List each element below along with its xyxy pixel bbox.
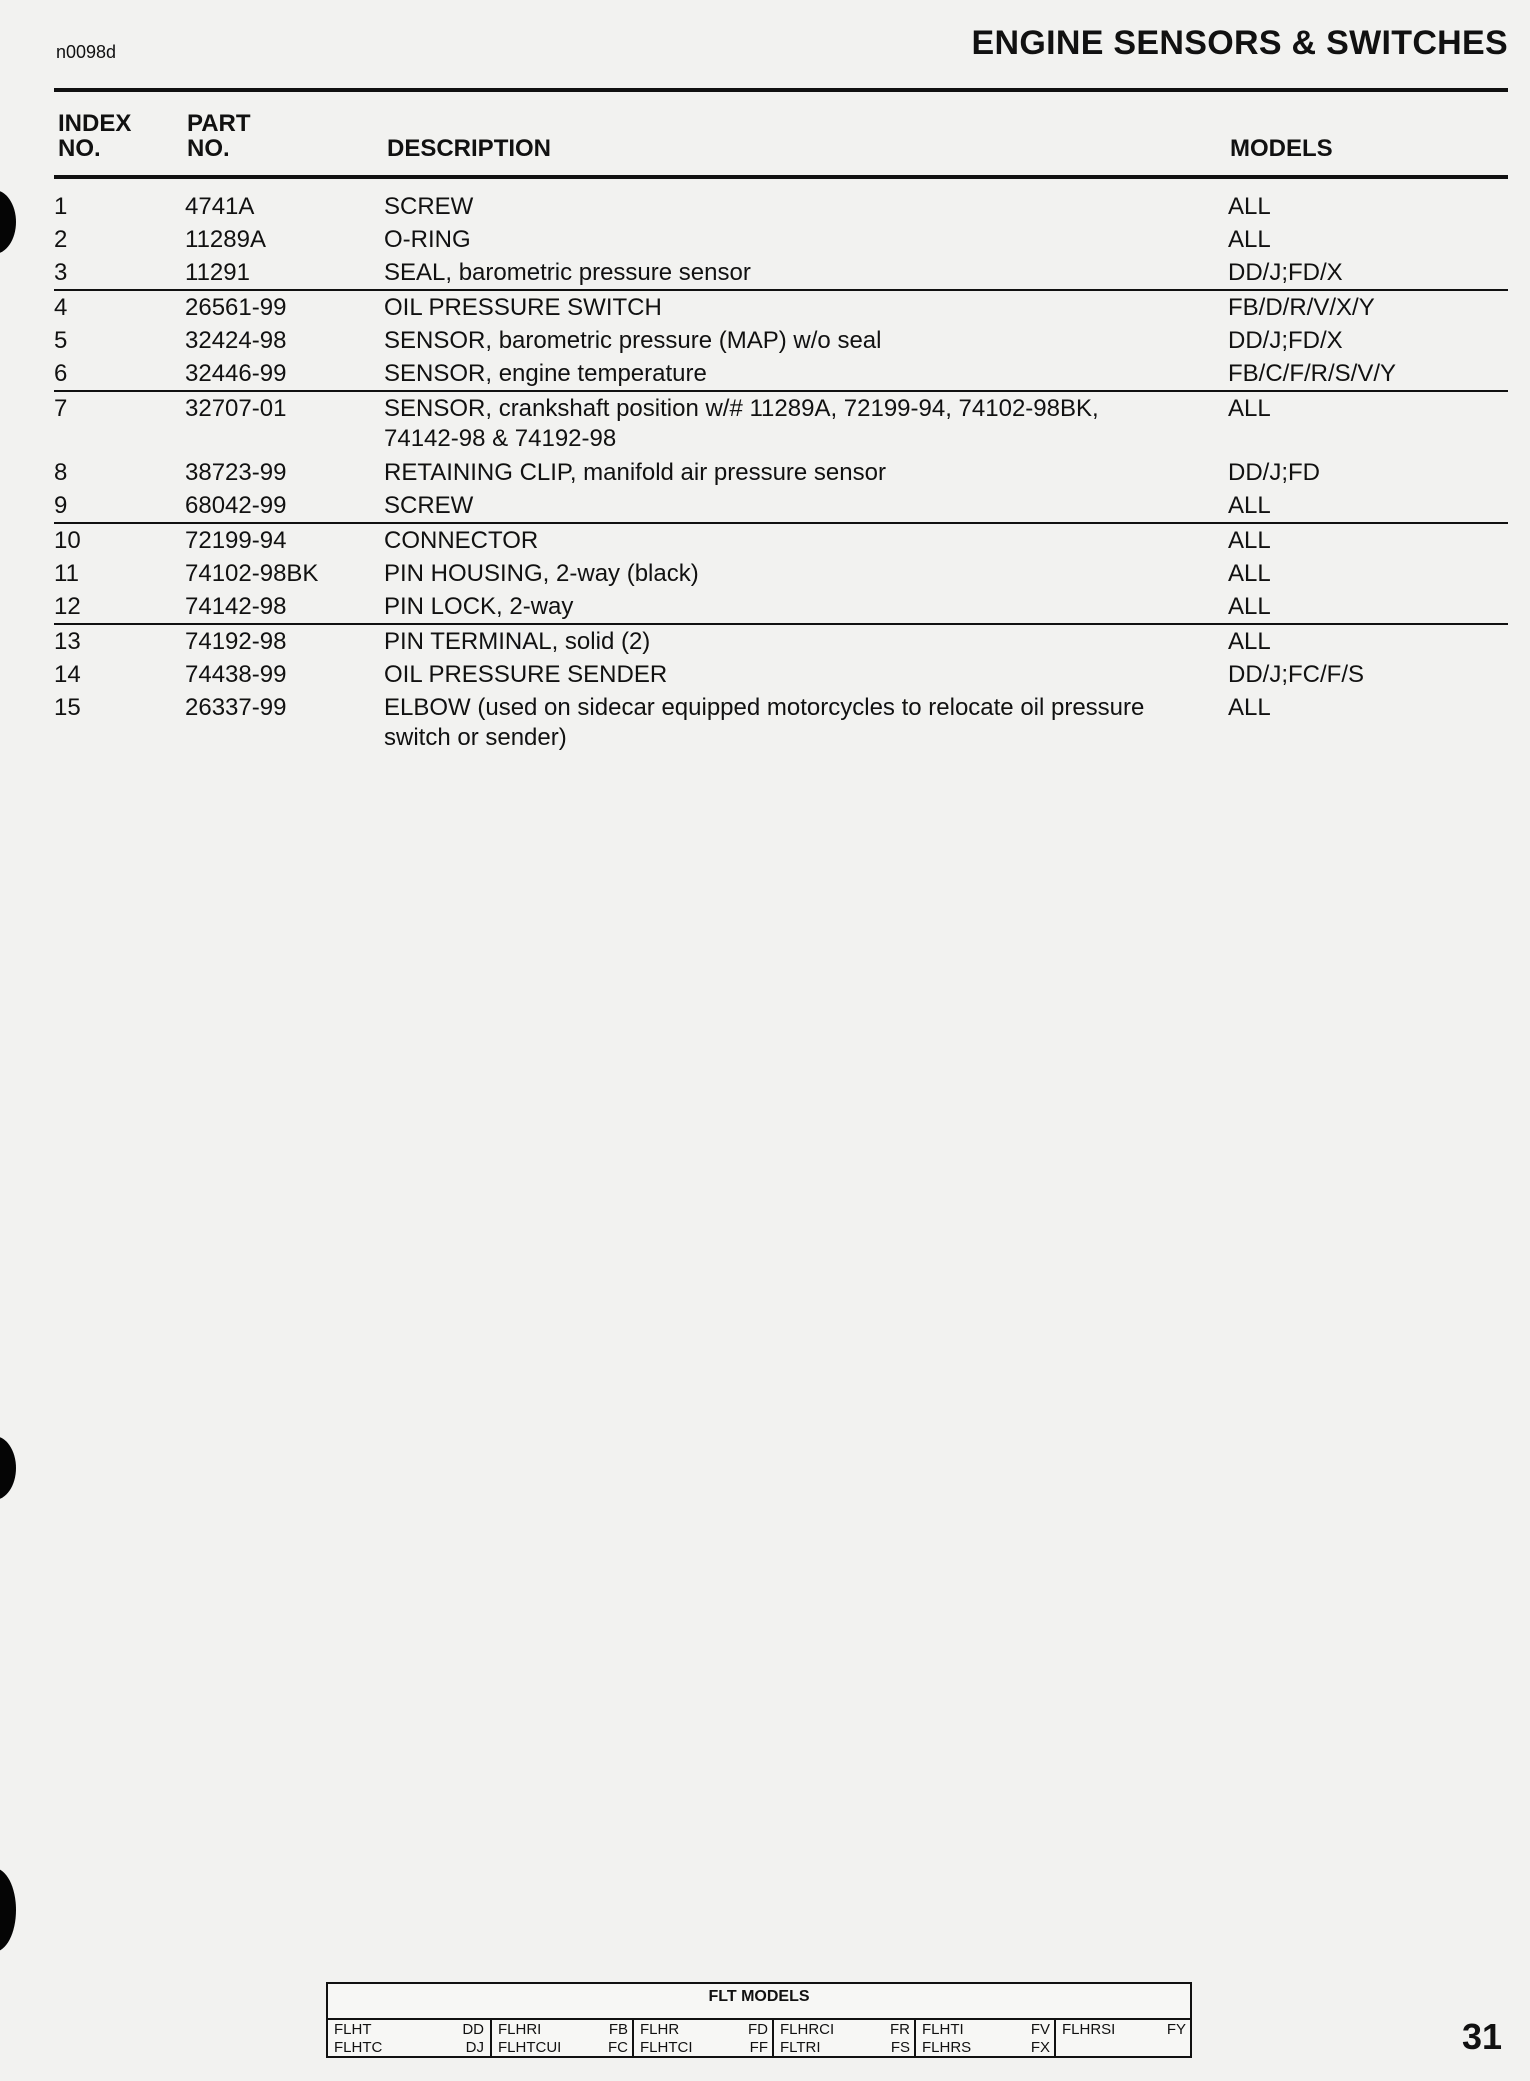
models-cell: ALL [1228, 560, 1271, 587]
table-row [54, 623, 1508, 658]
index-cell: 8 [54, 459, 68, 486]
model-code: FF [749, 2039, 768, 2056]
description-cell: SENSOR, crankshaft position w/# 11289A, 72199-94, 74102-98BK, 74142-98 & 74192-98 [384, 395, 1099, 452]
description-cell: RETAINING CLIP, manifold air pressure sensor [384, 459, 886, 486]
document-code: n0098d [56, 42, 117, 62]
part-cell: 74192-98 [185, 628, 287, 655]
section-title: ENGINE SENSORS & SWITCHES [971, 24, 1508, 62]
flt-models-title: FLT MODELS [708, 1988, 810, 2005]
models-cell: DD/J;FD [1228, 459, 1320, 486]
table-row [54, 289, 1508, 324]
models-cell: ALL [1228, 226, 1271, 253]
part-cell: 26337-99 [185, 694, 287, 721]
part-cell: 4741A [185, 193, 255, 220]
models-cell: DD/J;FD/X [1228, 327, 1343, 354]
parts-table [54, 190, 1508, 755]
table-row [54, 522, 1508, 557]
description-cell: SEAL, barometric pressure sensor [384, 259, 751, 286]
header-models: MODELS [1230, 135, 1333, 162]
model-name: FLTRI [780, 2039, 821, 2056]
table-row [54, 190, 1508, 223]
index-cell: 10 [54, 527, 81, 554]
models-cell: ALL [1228, 492, 1271, 519]
models-cell: ALL [1228, 593, 1271, 620]
model-name: FLHRS [922, 2039, 972, 2056]
description-cell: O-RING [384, 226, 471, 253]
model-code: FY [1166, 2021, 1186, 2038]
part-cell: 32707-01 [185, 395, 287, 422]
binder-hole [0, 1868, 16, 1952]
table-row [54, 489, 1508, 522]
model-name: FLHR [640, 2021, 680, 2038]
part-cell: 32424-98 [185, 327, 287, 354]
index-cell: 2 [54, 226, 68, 253]
model-code: FD [748, 2021, 768, 2038]
table-row [54, 691, 1508, 755]
description-cell: PIN LOCK, 2-way [384, 593, 574, 620]
table-row [54, 223, 1508, 256]
index-cell: 15 [54, 694, 81, 721]
index-cell: 12 [54, 593, 81, 620]
index-cell: 1 [54, 193, 68, 220]
model-code: FC [608, 2039, 628, 2056]
models-cell: FB/C/F/R/S/V/Y [1228, 360, 1397, 387]
part-cell: 72199-94 [185, 527, 287, 554]
table-row [54, 590, 1508, 623]
description-cell: SCREW [384, 193, 474, 220]
table-row [54, 557, 1508, 590]
models-cell: ALL [1228, 527, 1271, 554]
binder-hole [0, 1436, 16, 1500]
index-cell: 6 [54, 360, 68, 387]
description-cell: SENSOR, engine temperature [384, 360, 707, 387]
index-cell: 14 [54, 661, 81, 688]
table-row [54, 390, 1508, 456]
models-cell: ALL [1228, 193, 1271, 220]
index-cell: 13 [54, 628, 81, 655]
model-code: FR [890, 2021, 910, 2038]
description-cell: OIL PRESSURE SWITCH [384, 294, 662, 321]
description-cell: ELBOW (used on sidecar equipped motorcycles to relocate oil pressure switch or sender) [384, 694, 1145, 751]
part-cell: 11289A [185, 226, 266, 253]
models-cell: ALL [1228, 694, 1271, 721]
part-cell: 68042-99 [185, 492, 287, 519]
legend-group [914, 2020, 1056, 2056]
legend-group [632, 2020, 774, 2056]
part-cell: 74142-98 [185, 593, 287, 620]
model-name: FLHT [334, 2021, 372, 2038]
model-name: FLHRI [498, 2021, 542, 2038]
page-number: 31 [1461, 2016, 1502, 2057]
model-code: DJ [465, 2039, 484, 2056]
models-cell: ALL [1228, 395, 1271, 422]
index-cell: 11 [54, 560, 79, 587]
models-cell: DD/J;FC/F/S [1228, 661, 1364, 688]
binder-hole [0, 190, 16, 254]
model-code: FB [608, 2021, 628, 2038]
model-name: FLHRCI [780, 2021, 835, 2038]
flt-models-legend [326, 1982, 1192, 2058]
model-code: DD [462, 2021, 484, 2038]
models-cell: ALL [1228, 628, 1271, 655]
header-index: INDEX NO. [58, 110, 132, 162]
description-cell: PIN HOUSING, 2-way (black) [384, 560, 699, 587]
model-code: FS [890, 2039, 910, 2056]
part-cell: 26561-99 [185, 294, 287, 321]
description-cell: PIN TERMINAL, solid (2) [384, 628, 651, 655]
legend-group [772, 2020, 916, 2056]
model-name: FLHTC [334, 2039, 383, 2056]
index-cell: 9 [54, 492, 68, 519]
table-row [54, 357, 1508, 390]
header-part: PART NO. [187, 110, 251, 162]
legend-group [490, 2020, 634, 2056]
index-cell: 4 [54, 294, 68, 321]
description-cell: SENSOR, barometric pressure (MAP) w/o seal [384, 327, 882, 354]
part-cell: 11291 [185, 259, 250, 286]
top-rule [54, 88, 1508, 92]
part-cell: 74102-98BK [185, 560, 319, 587]
models-cell: DD/J;FD/X [1228, 259, 1343, 286]
part-cell: 38723-99 [185, 459, 287, 486]
model-name: FLHTI [922, 2021, 964, 2038]
header-rule [54, 175, 1508, 179]
model-code: FX [1030, 2039, 1050, 2056]
legend-group [1054, 2020, 1192, 2056]
description-cell: SCREW [384, 492, 474, 519]
description-cell: OIL PRESSURE SENDER [384, 661, 668, 688]
index-cell: 5 [54, 327, 68, 354]
part-cell: 74438-99 [185, 661, 287, 688]
model-name: FLHTCUI [498, 2039, 562, 2056]
index-cell: 7 [54, 395, 68, 422]
index-cell: 3 [54, 259, 68, 286]
model-code: FV [1030, 2021, 1050, 2038]
models-cell: FB/D/R/V/X/Y [1228, 294, 1375, 321]
legend-group [328, 2020, 490, 2056]
header-description: DESCRIPTION [387, 135, 552, 162]
table-row [54, 256, 1508, 289]
model-name: FLHRSI [1062, 2021, 1116, 2038]
table-row [54, 324, 1508, 357]
part-cell: 32446-99 [185, 360, 287, 387]
model-name: FLHTCI [640, 2039, 693, 2056]
description-cell: CONNECTOR [384, 527, 539, 554]
table-row [54, 456, 1508, 489]
table-row [54, 658, 1508, 691]
